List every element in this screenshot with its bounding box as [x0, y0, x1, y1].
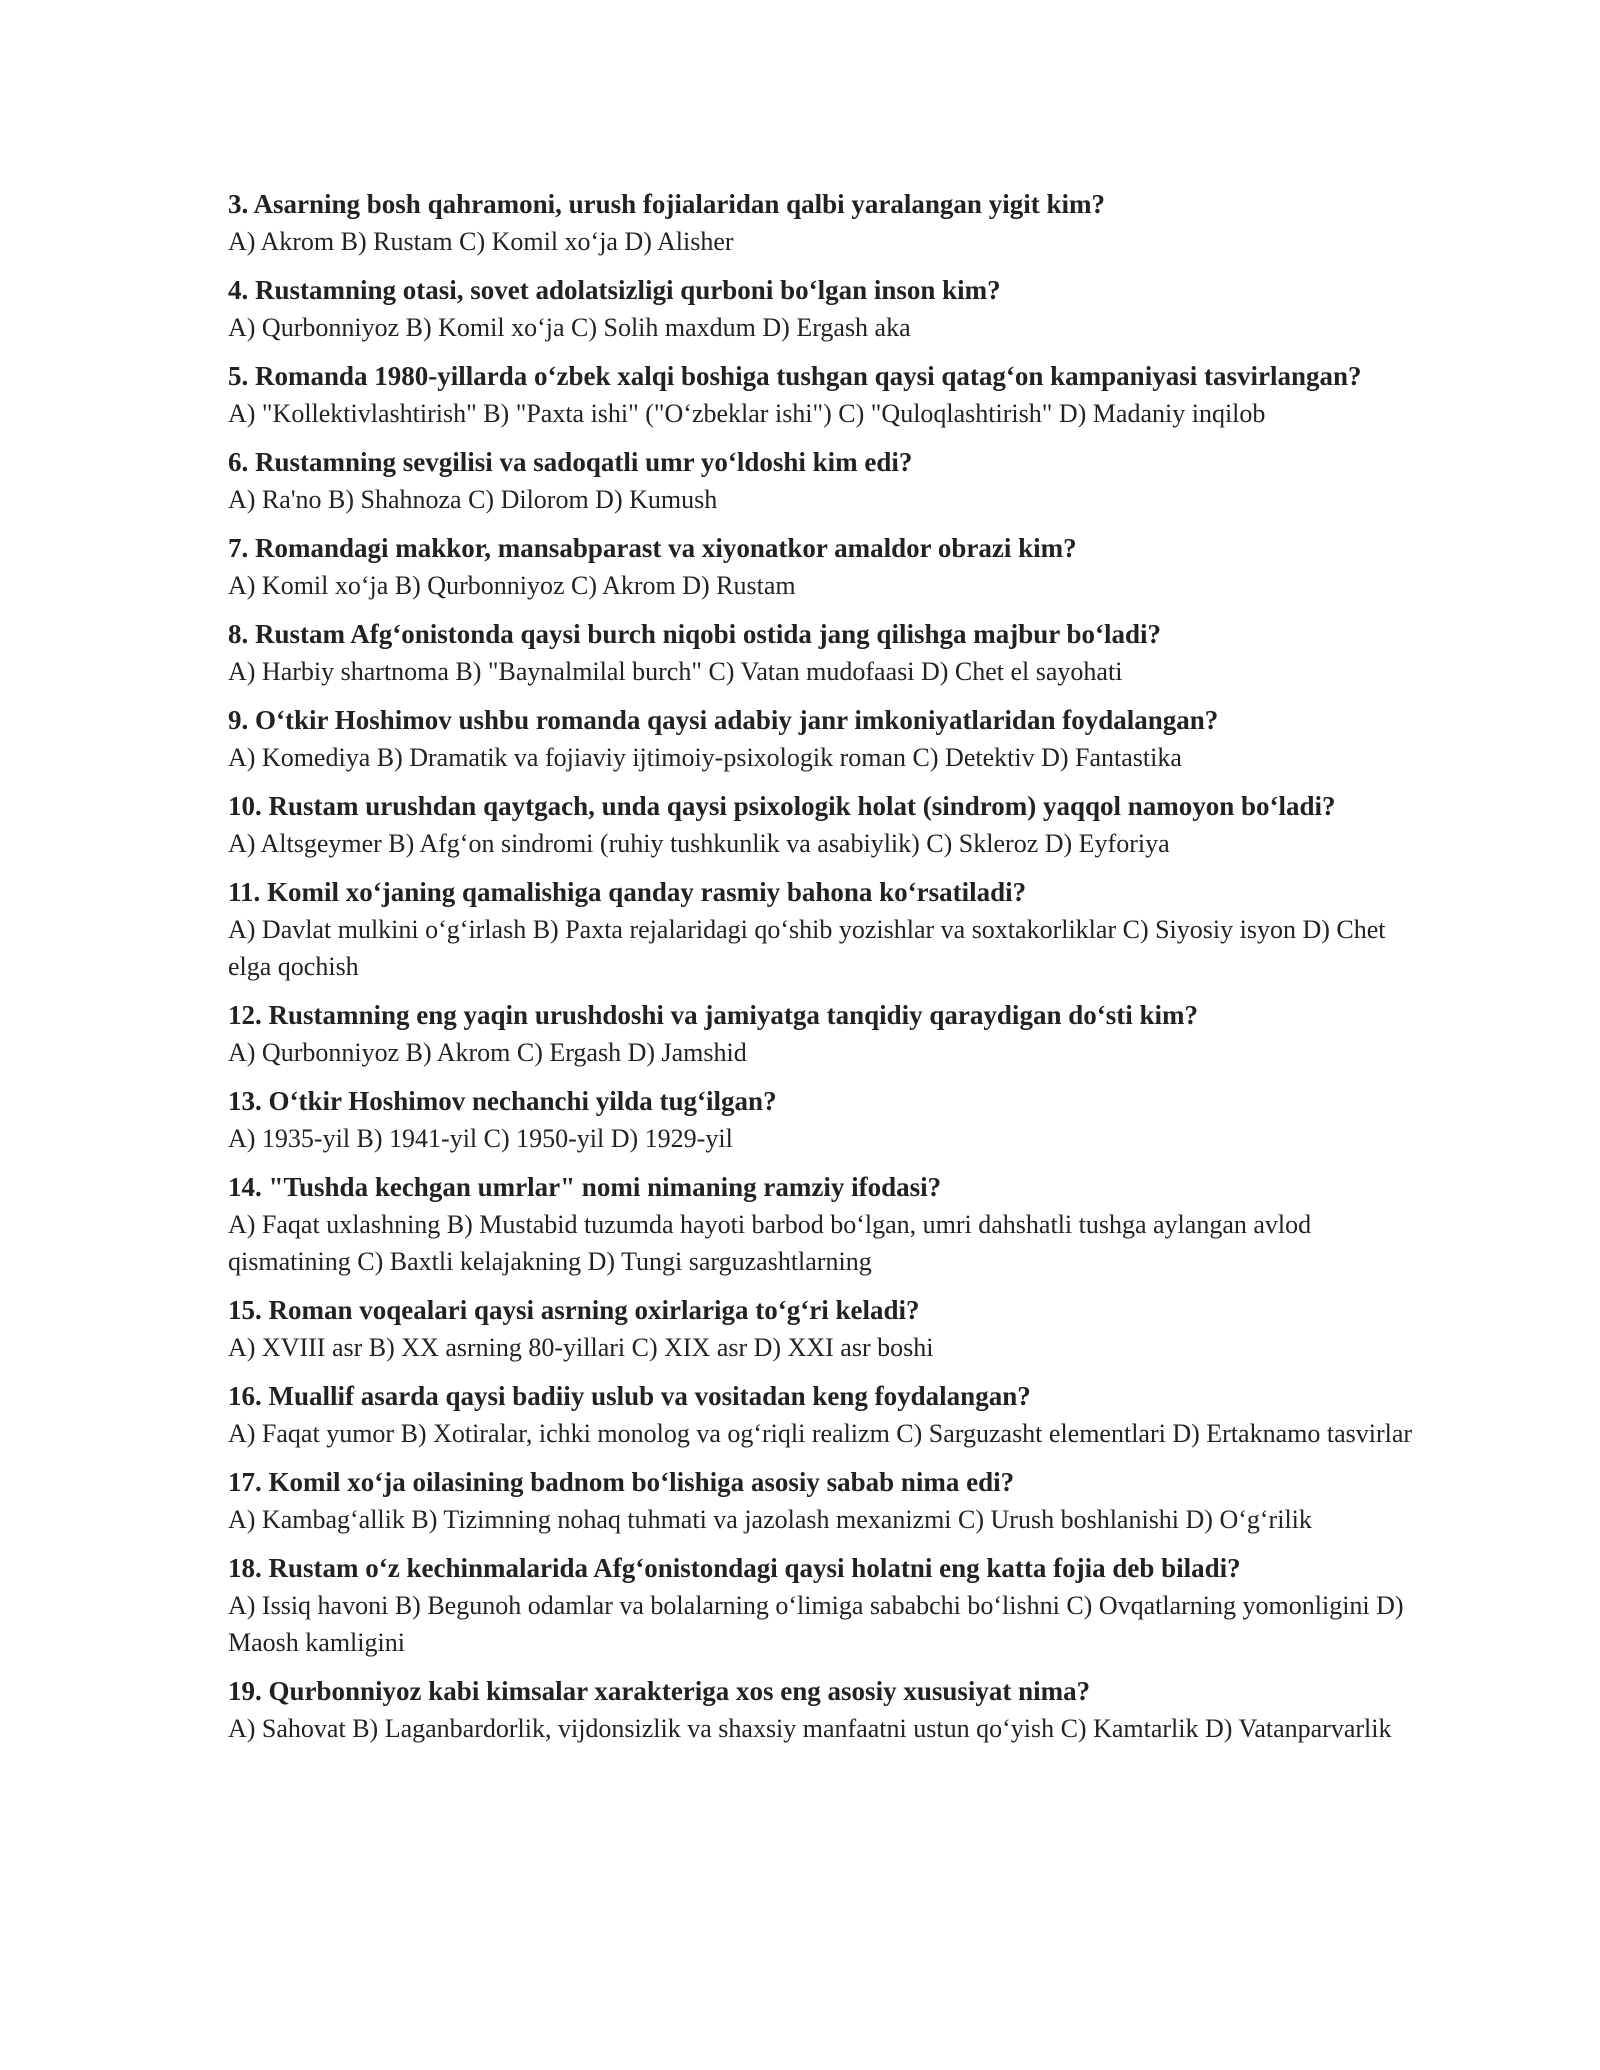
answer-options: A) Sahovat B) Laganbardorlik, vijdonsizlik va shaxsiy manfaatni ustun qo‘yish C) Kamtarlik D) Vatanparvarlik	[228, 1714, 1392, 1743]
question-item	[228, 1673, 1428, 1747]
question-title: 15. Roman voqealari qaysi asrning oxirlariga to‘g‘ri keladi?	[228, 1295, 920, 1325]
question-title: 11. Komil xo‘janing qamalishiga qanday rasmiy bahona ko‘rsatiladi?	[228, 877, 1027, 907]
question-item	[228, 1378, 1428, 1452]
question-item	[228, 530, 1428, 604]
answer-options: A) XVIII asr B) XX asrning 80-yillari C) XIX asr D) XXI asr boshi	[228, 1333, 934, 1362]
question-item	[228, 272, 1428, 346]
answer-options: A) Qurbonniyoz B) Akrom C) Ergash D) Jamshid	[228, 1038, 747, 1067]
question-title: 8. Rustam Afg‘onistonda qaysi burch niqobi ostida jang qilishga majbur bo‘ladi?	[228, 619, 1162, 649]
question-title: 18. Rustam o‘z kechinmalarida Afg‘onistondagi qaysi holatni eng katta fojia deb biladi?	[228, 1553, 1241, 1583]
question-title: 3. Asarning bosh qahramoni, urush fojialaridan qalbi yaralangan yigit kim?	[228, 189, 1105, 219]
question-title: 16. Muallif asarda qaysi badiiy uslub va vositadan keng foydalangan?	[228, 1381, 1031, 1411]
question-item	[228, 358, 1428, 432]
answer-options: A) Faqat uxlashning B) Mustabid tuzumda hayoti barbod bo‘lgan, umri dahshatli tushga aylangan avlod qismatining C) Baxtli kelajakning D) Tungi sarguzashtlarning	[228, 1210, 1312, 1276]
answer-options: A) Issiq havoni B) Begunoh odamlar va bolalarning o‘limiga sababchi bo‘lishni C) Ovqatlarning yomonligini D) Maosh kamligini	[228, 1591, 1404, 1657]
answer-options: A) Harbiy shartnoma B) "Baynalmilal burch" C) Vatan mudofaasi D) Chet el sayohati	[228, 657, 1123, 686]
question-title: 10. Rustam urushdan qaytgach, unda qaysi psixologik holat (sindrom) yaqqol namoyon bo‘ladi?	[228, 791, 1336, 821]
answer-options: A) Komil xo‘ja B) Qurbonniyoz C) Akrom D) Rustam	[228, 571, 796, 600]
question-item	[228, 1292, 1428, 1366]
answer-options: A) Komediya B) Dramatik va fojiaviy ijtimoiy-psixologik roman C) Detektiv D) Fantastika	[228, 743, 1182, 772]
question-item	[228, 702, 1428, 776]
question-item	[228, 1169, 1428, 1280]
question-item	[228, 1464, 1428, 1538]
answer-options: A) "Kollektivlashtirish" B) "Paxta ishi" ("O‘zbeklar ishi") C) "Quloqlashtirish" D) Madaniy inqilob	[228, 399, 1266, 428]
question-title: 6. Rustamning sevgilisi va sadoqatli umr yo‘ldoshi kim edi?	[228, 447, 913, 477]
answer-options: A) Faqat yumor B) Xotiralar, ichki monolog va og‘riqli realizm C) Sarguzasht elementlari D) Ertaknamo tasvirlar	[228, 1419, 1413, 1448]
answer-options: A) Kambag‘allik B) Tizimning nohaq tuhmati va jazolash mexanizmi C) Urush boshlanishi D) O‘g‘rilik	[228, 1505, 1312, 1534]
question-item	[228, 1083, 1428, 1157]
answer-options: A) Ra'no B) Shahnoza C) Dilorom D) Kumush	[228, 485, 718, 514]
answer-options: A) Altsgeymer B) Afg‘on sindromi (ruhiy tushkunlik va asabiylik) C) Skleroz D) Eyforiya	[228, 829, 1170, 858]
question-item	[228, 616, 1428, 690]
document-page	[228, 186, 1428, 1759]
question-title: 13. O‘tkir Hoshimov nechanchi yilda tug‘ilgan?	[228, 1086, 777, 1116]
question-item	[228, 186, 1428, 260]
answer-options: A) 1935-yil B) 1941-yil C) 1950-yil D) 1929-yil	[228, 1124, 733, 1153]
question-title: 5. Romanda 1980-yillarda o‘zbek xalqi boshiga tushgan qaysi qatag‘on kampaniyasi tasvirlangan?	[228, 361, 1362, 391]
question-item	[228, 1550, 1428, 1661]
question-item	[228, 444, 1428, 518]
question-title: 9. O‘tkir Hoshimov ushbu romanda qaysi adabiy janr imkoniyatlaridan foydalangan?	[228, 705, 1219, 735]
answer-options: A) Akrom B) Rustam C) Komil xo‘ja D) Alisher	[228, 227, 734, 256]
question-title: 19. Qurbonniyoz kabi kimsalar xarakteriga xos eng asosiy xususiyat nima?	[228, 1676, 1091, 1706]
question-item	[228, 874, 1428, 985]
question-item	[228, 788, 1428, 862]
question-item	[228, 997, 1428, 1071]
answer-options: A) Qurbonniyoz B) Komil xo‘ja C) Solih maxdum D) Ergash aka	[228, 313, 911, 342]
question-title: 14. "Tushda kechgan umrlar" nomi nimaning ramziy ifodasi?	[228, 1172, 942, 1202]
question-title: 17. Komil xo‘ja oilasining badnom bo‘lishiga asosiy sabab nima edi?	[228, 1467, 1015, 1497]
question-title: 12. Rustamning eng yaqin urushdoshi va jamiyatga tanqidiy qaraydigan do‘sti kim?	[228, 1000, 1198, 1030]
question-title: 7. Romandagi makkor, mansabparast va xiyonatkor amaldor obrazi kim?	[228, 533, 1077, 563]
answer-options: A) Davlat mulkini o‘g‘irlash B) Paxta rejalaridagi qo‘shib yozishlar va soxtakorliklar C) Siyosiy isyon D) Chet elga qochish	[228, 915, 1386, 981]
question-title: 4. Rustamning otasi, sovet adolatsizligi qurboni bo‘lgan inson kim?	[228, 275, 1001, 305]
